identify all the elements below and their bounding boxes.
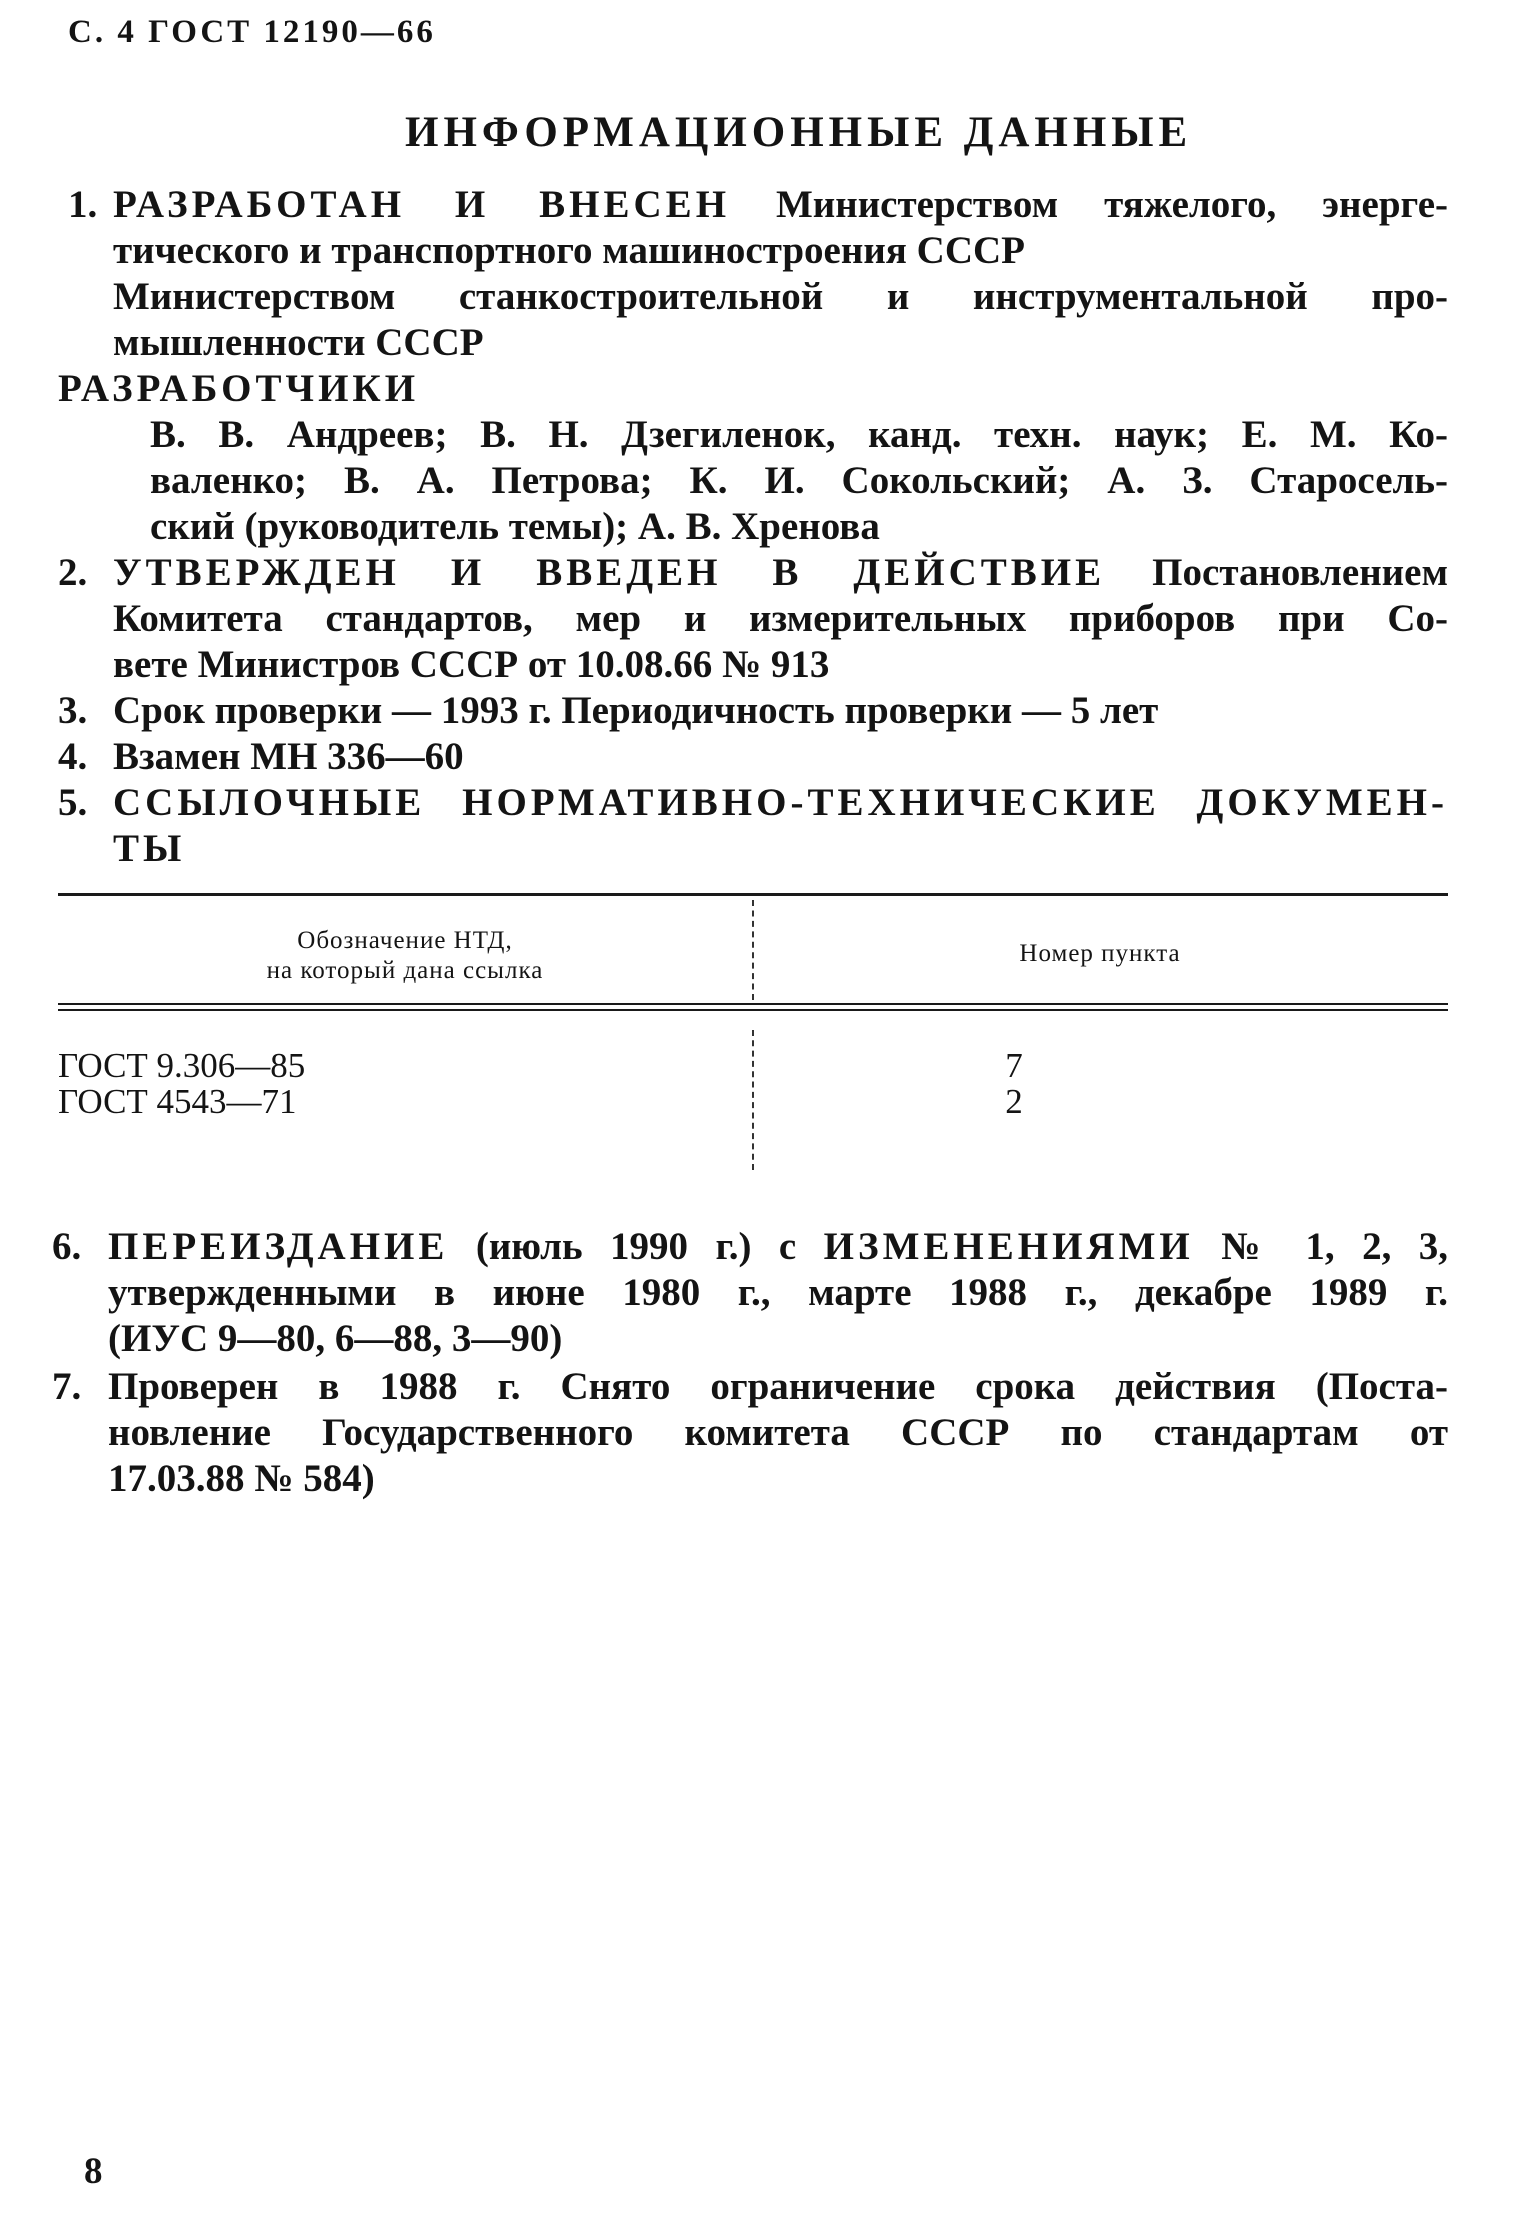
section-5-number: 5. <box>58 781 88 824</box>
section-7-line-1: Проверен в 1988 г. Снято ограничение срока действия (Поста- <box>108 1365 1448 1408</box>
section-1-line-4: мышленности СССР <box>113 321 484 364</box>
table-header-col1 <box>58 926 752 986</box>
section-5-line-1: ССЫЛОЧНЫЕ НОРМАТИВНО-ТЕХНИЧЕСКИЕ ДОКУМЕН- <box>113 781 1448 824</box>
section-6-line-1 <box>108 1224 1448 1270</box>
table-row-2-doc: ГОСТ 4543—71 <box>58 1082 297 1121</box>
section-6-heading: ПЕРЕИЗДАНИЕ <box>108 1225 449 1268</box>
section-6-line-2: утвержденными в июне 1980 г., марте 1988 г., декабре 1989 г. <box>108 1271 1448 1314</box>
developers-line-2: валенко; В. А. Петрова; К. И. Сокольский; А. З. Старосель- <box>150 459 1448 502</box>
section-6-text: (июль 1990 г.) с <box>475 1225 797 1268</box>
section-2-heading: УТВЕРЖДЕН И ВВЕДЕН В ДЕЙСТВИЕ <box>113 551 1106 594</box>
table-header-col1-line-2: на который дана ссылка <box>266 957 544 984</box>
table-header-col1-line-1: Обозначение НТД, <box>297 927 513 954</box>
section-2-line-1 <box>113 550 1448 596</box>
section-4-text: Взамен МН 336—60 <box>113 735 464 778</box>
section-6-line-3: (ИУС 9—80, 6—88, 3—90) <box>108 1317 563 1360</box>
developers-line-1: В. В. Андреев; В. Н. Дзегиленок, канд. техн. наук; Е. М. Ко- <box>150 413 1448 456</box>
section-6-tail: № 1, 2, 3, <box>1221 1225 1449 1268</box>
section-7-line-2: новление Государственного комитета СССР по стандартам от <box>108 1411 1448 1454</box>
section-1-number: 1. <box>68 183 98 226</box>
section-1-line-2: тического и транспортного машиностроения СССР <box>113 229 1025 272</box>
section-4-number: 4. <box>58 735 88 778</box>
section-2-number: 2. <box>58 551 88 594</box>
section-7-number: 7. <box>52 1365 82 1408</box>
developers-line-3: ский (руководитель темы); А. В. Хренова <box>150 505 880 548</box>
section-5-line-2: ТЫ <box>113 827 186 870</box>
table-row-2-item: 2 <box>1005 1082 1023 1121</box>
section-7-line-3: 17.03.88 № 584) <box>108 1457 375 1500</box>
section-2-line-2: Комитета стандартов, мер и измерительных приборов при Со- <box>113 597 1448 640</box>
section-6-heading-2: ИЗМЕНЕНИЯМИ <box>823 1225 1194 1268</box>
table-row-1-item: 7 <box>1005 1046 1023 1085</box>
document-title: ИНФОРМАЦИОННЫЕ ДАННЫЕ <box>405 109 1193 156</box>
page-number: 8 <box>84 2151 103 2192</box>
section-2-text: Постановлением <box>1152 551 1449 594</box>
section-1-line-1 <box>113 182 1448 228</box>
section-1-heading: РАЗРАБОТАН И ВНЕСЕН <box>113 183 731 226</box>
table-header-rule-2 <box>58 1009 1448 1011</box>
section-1-line-3: Министерством станкостроительной и инструментальной про- <box>113 275 1448 318</box>
section-2-line-3: вете Министров СССР от 10.08.66 № 913 <box>113 643 830 686</box>
section-6-number: 6. <box>52 1225 82 1268</box>
page-header: С. 4 ГОСТ 12190—66 <box>68 14 436 50</box>
section-3-number: 3. <box>58 689 88 732</box>
table-header-rule-1 <box>58 1003 1448 1005</box>
section-1-text: Министерством тяжелого, энерге- <box>775 183 1449 226</box>
developers-heading: РАЗРАБОТЧИКИ <box>58 367 420 410</box>
table-row-1-doc: ГОСТ 9.306—85 <box>58 1046 306 1085</box>
table-header-col2: Номер пункта <box>1019 940 1181 967</box>
section-3-text: Срок проверки — 1993 г. Периодичность проверки — 5 лет <box>113 689 1159 732</box>
table-top-rule <box>58 893 1448 896</box>
